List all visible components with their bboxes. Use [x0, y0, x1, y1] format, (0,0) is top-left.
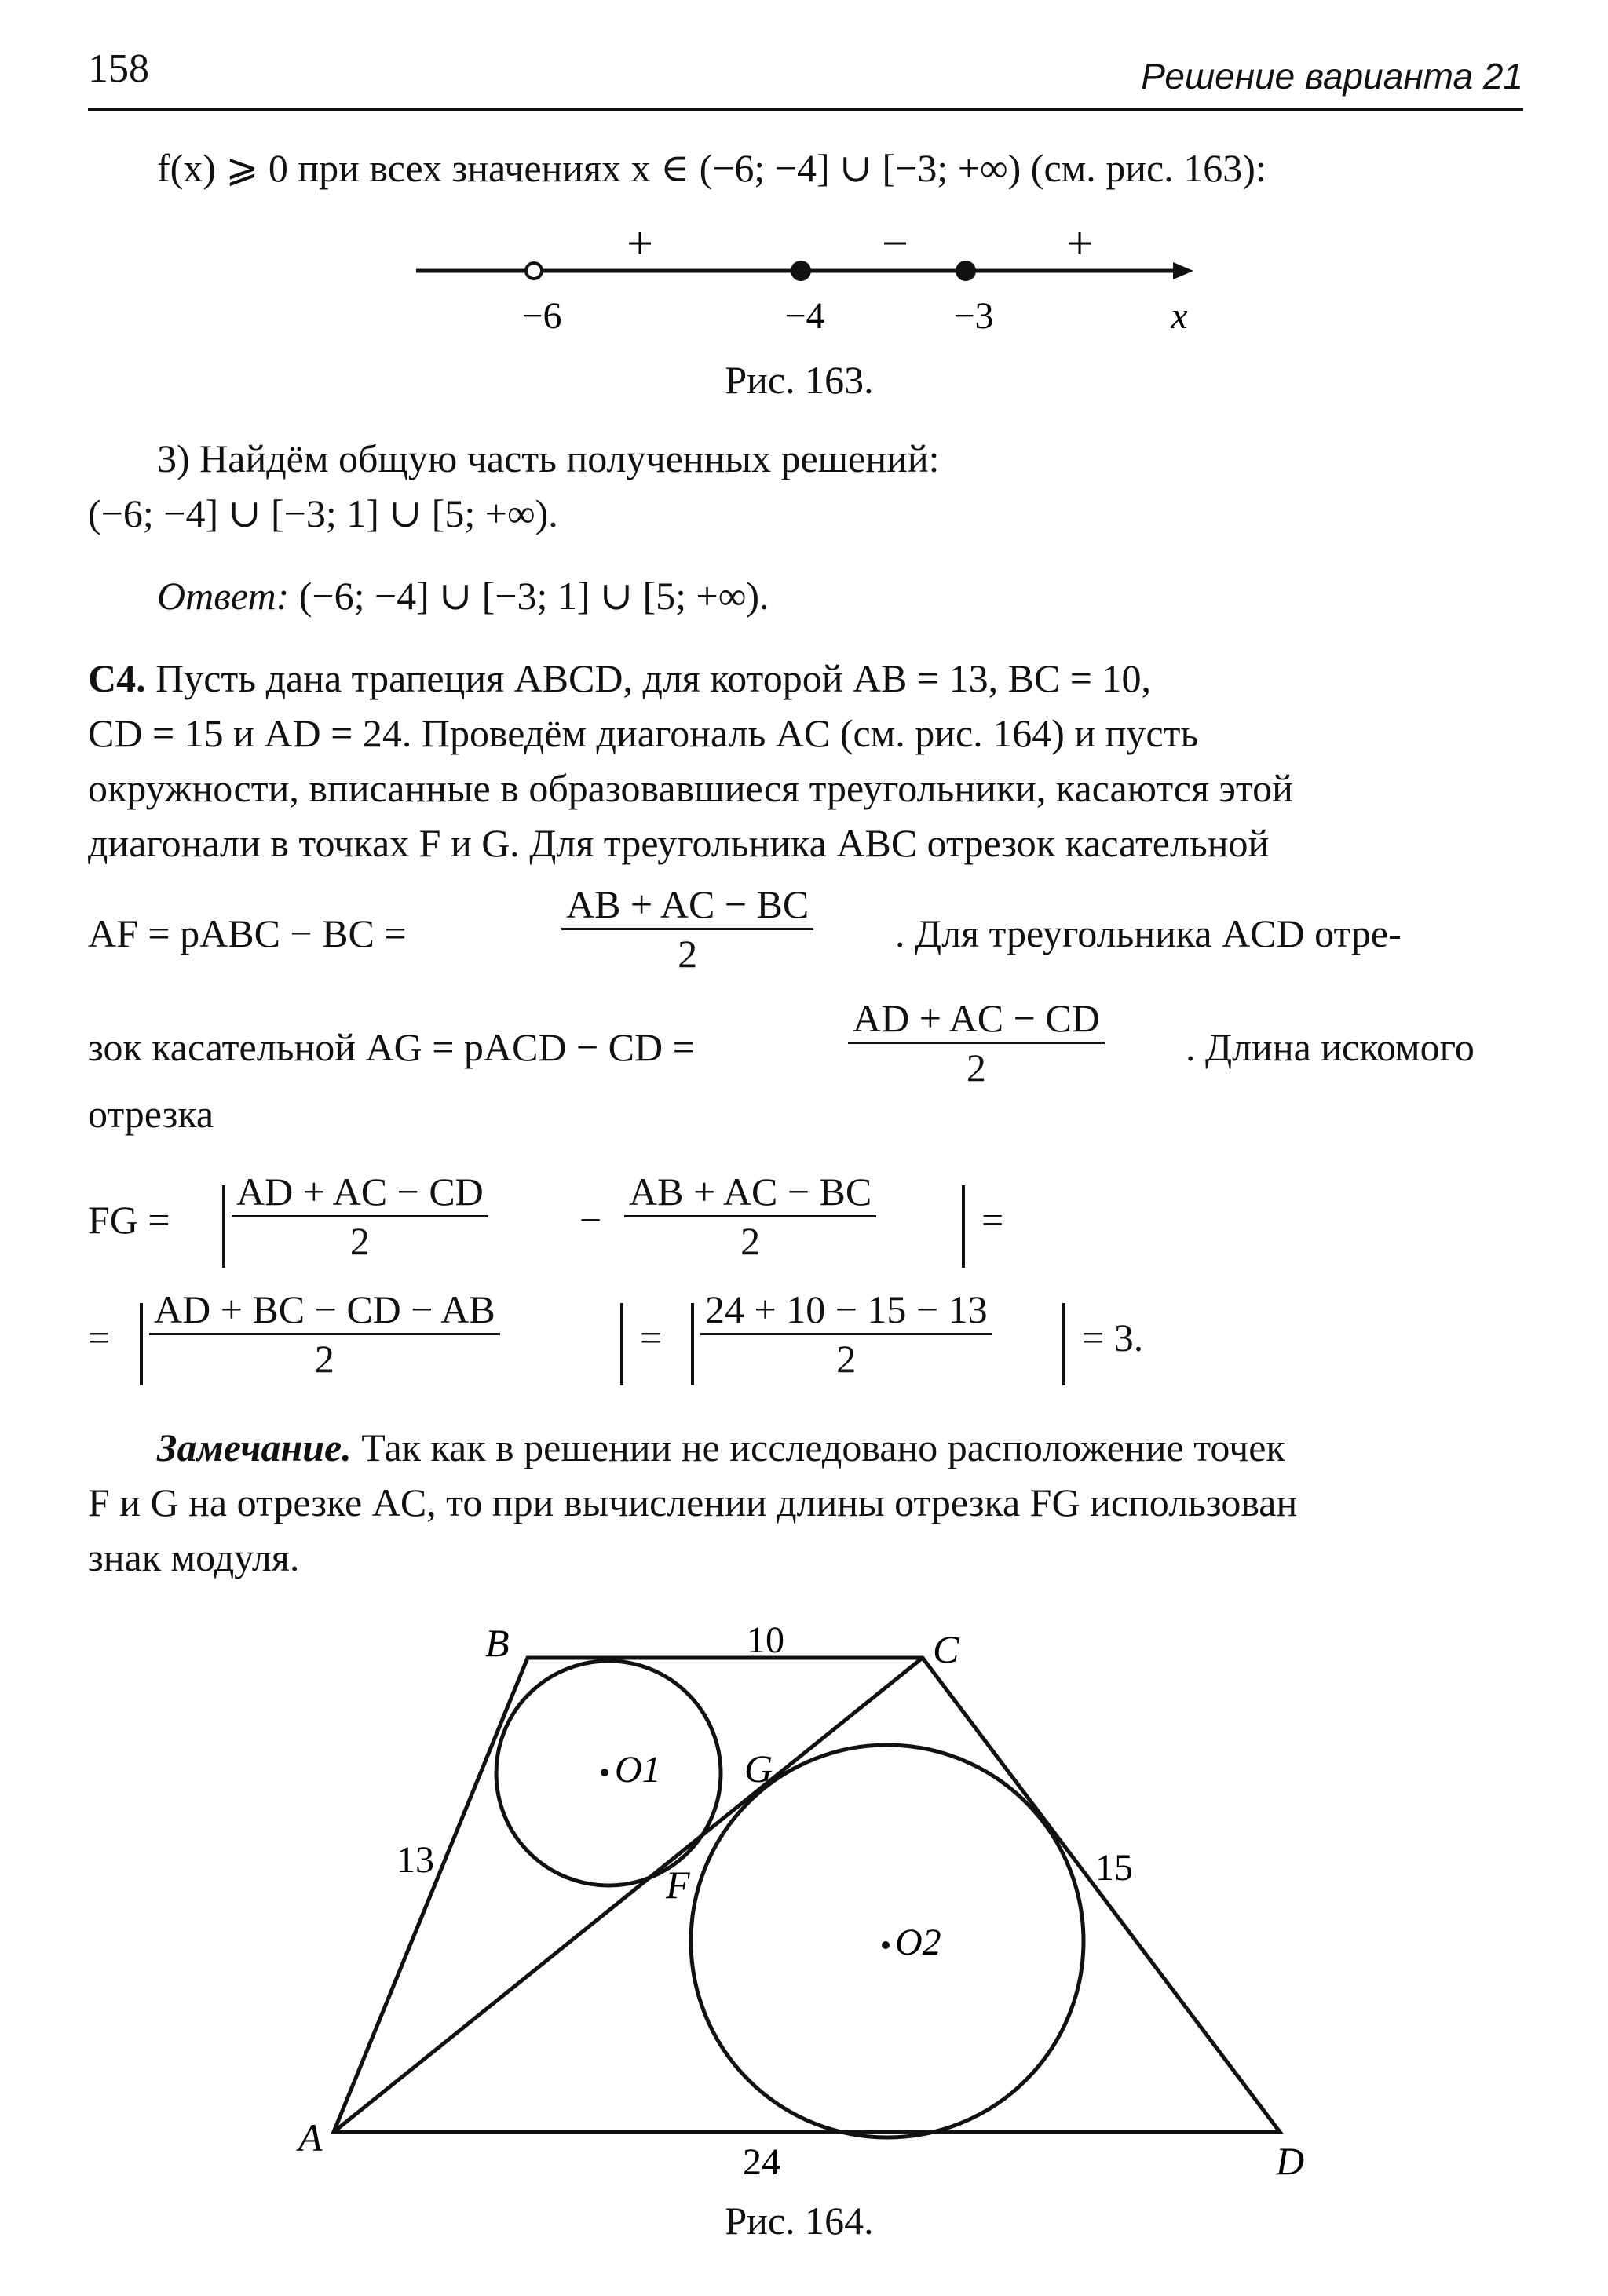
eq2-start: = — [88, 1316, 111, 1360]
side-label-AB: 13 — [397, 1839, 434, 1881]
step3-line2: (−6; −4] ∪ [−3; 1] ∪ [5; +∞). — [88, 491, 558, 535]
incircle-O2 — [691, 1745, 1084, 2137]
filled-point-minus-3 — [956, 261, 976, 281]
center-dot-O1 — [601, 1769, 608, 1776]
vertex-C: C — [933, 1627, 959, 1671]
eq2-end: = 3. — [1082, 1316, 1144, 1360]
remark-line2: F и G на отрезке AC, то при вычислении длины отрезка FG использован — [88, 1480, 1298, 1524]
figure-163-caption: Рис. 163. — [725, 358, 874, 402]
fg-fraction-1: $\frac{AD + AC - CD}{2}$ — [232, 1168, 488, 1265]
eq2-fraction-1: $\frac{AD + BC - CD - AB}{2}$ — [149, 1286, 500, 1382]
ag-left: зок касательной AG = pACD − CD = — [88, 1025, 695, 1069]
remark-label: Замечание. — [157, 1425, 352, 1469]
vertex-D: D — [1276, 2139, 1305, 2183]
label-minus-6: −6 — [521, 295, 562, 337]
figure-164-caption: Рис. 164. — [725, 2199, 874, 2243]
step3-line1: 3) Найдём общую часть полученных решений: — [157, 436, 940, 480]
abs-bar-left-2 — [140, 1303, 143, 1385]
answer-value: (−6; −4] ∪ [−3; 1] ∪ [5; +∞). — [298, 574, 769, 618]
c4-line1: С4. Пусть дана трапеция ABCD, для которой AB = 13, BC = 10, — [88, 656, 1152, 700]
fg-equals: = — [981, 1198, 1004, 1242]
c4-line3: окружности, вписанные в образовавшиеся треугольники, касаются этой — [88, 766, 1293, 810]
eq2-mid: = — [640, 1316, 663, 1360]
paragraph-sign-condition: f(x) ⩾ 0 при всех значениях x ∈ (−6; −4] ∪ [−3; +∞) (см. рис. 163): — [157, 146, 1266, 190]
fg-fraction-2: $\frac{AB + AC - BC}{2}$ — [624, 1168, 876, 1265]
fg-minus: − — [579, 1198, 602, 1242]
side-label-BC: 10 — [747, 1619, 784, 1661]
af-right: . Для треугольника ACD отре- — [895, 911, 1402, 955]
abs-bar-right-1 — [962, 1185, 965, 1268]
open-point-minus-6 — [526, 263, 542, 279]
remark-line3: знак модуля. — [88, 1535, 300, 1579]
sign-plus-1: + — [627, 217, 653, 269]
page-number: 158 — [88, 46, 149, 91]
trapezoid-ABCD — [334, 1658, 1280, 2132]
trapezoid-figure — [334, 1658, 1280, 2137]
c4-label: С4. — [88, 656, 146, 700]
c4-line7: отрезка — [88, 1092, 214, 1136]
arrow-head-icon — [1173, 262, 1193, 279]
label-O2: O2 — [895, 1922, 941, 1963]
answer-label: Ответ: — [157, 574, 290, 618]
ag-fraction: $\frac{AD + AC - CD}{2}$ — [848, 995, 1105, 1091]
point-G: G — [744, 1747, 773, 1790]
af-left: AF = pABC − BC = — [88, 911, 407, 955]
side-label-AD: 24 — [743, 2141, 780, 2183]
abs-bar-right-2 — [620, 1303, 623, 1385]
c4-line2: CD = 15 и AD = 24. Проведём диагональ AC (см. рис. 164) и пусть — [88, 711, 1199, 755]
point-F: F — [666, 1863, 690, 1907]
sign-minus: − — [882, 217, 908, 269]
label-minus-4: −4 — [784, 295, 825, 337]
vertex-A: A — [298, 2115, 323, 2159]
ag-right: . Длина искомого — [1186, 1025, 1475, 1069]
fg-left: FG = — [88, 1198, 170, 1242]
diagonal-AC — [334, 1658, 923, 2132]
eq2-fraction-2: $\frac{24 + 10 - 15 - 13}{2}$ — [700, 1286, 992, 1382]
center-dot-O2 — [882, 1941, 890, 1949]
remark-line1: Замечание. Так как в решении не исследовано расположение точек — [157, 1425, 1285, 1469]
abs-bar-left-1 — [222, 1185, 225, 1268]
c4-line4: диагонали в точках F и G. Для треугольника ABC отрезок касательной — [88, 821, 1270, 865]
vertex-B: B — [485, 1621, 510, 1665]
label-O1: O1 — [615, 1749, 661, 1790]
af-fraction: $\frac{AB + AC - BC}{2}$ — [561, 881, 813, 977]
running-title: Решение варианта 21 — [1141, 56, 1523, 97]
sign-plus-2: + — [1066, 217, 1093, 269]
side-label-CD: 15 — [1095, 1847, 1133, 1889]
answer-line — [157, 573, 769, 619]
incircle-O1 — [496, 1661, 721, 1885]
label-minus-3: −3 — [953, 295, 994, 337]
abs-bar-right-3 — [1062, 1303, 1065, 1385]
label-x: x — [1171, 295, 1188, 337]
abs-bar-left-3 — [691, 1303, 694, 1385]
filled-point-minus-4 — [791, 261, 811, 281]
